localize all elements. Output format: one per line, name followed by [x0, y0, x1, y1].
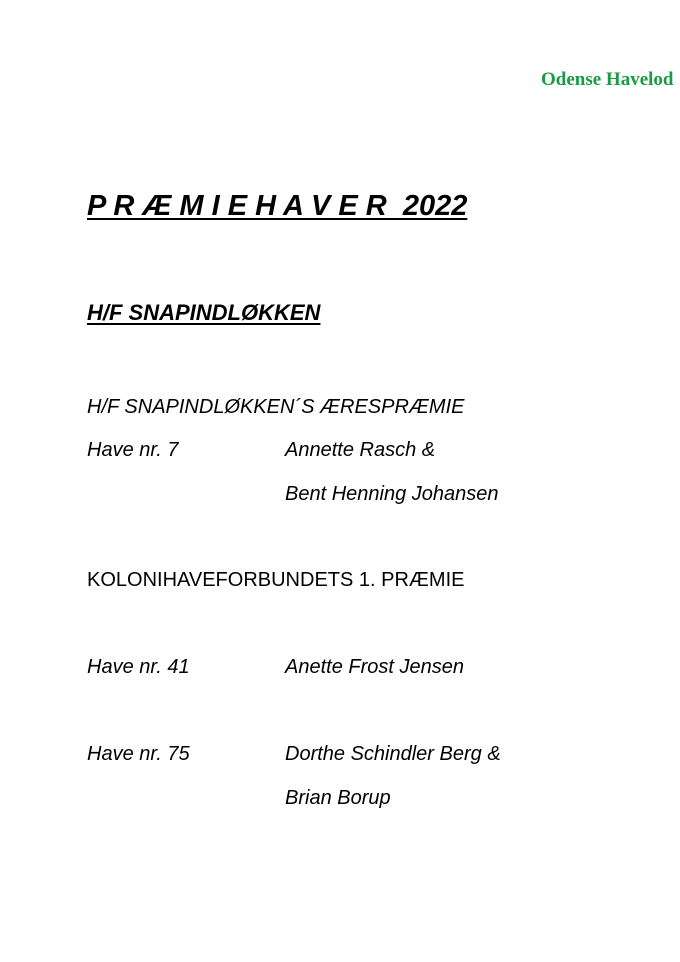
section-heading-first-prize: KOLONIHAVEFORBUNDETS 1. PRÆMIE	[87, 569, 465, 591]
winner-name-41: Anette Frost Jensen	[285, 656, 464, 678]
winner-name-75b: Brian Borup	[285, 787, 391, 809]
garden-number-41: Have nr. 41	[87, 656, 190, 678]
winner-name-75a: Dorthe Schindler Berg &	[285, 743, 501, 765]
winner-name-7a: Annette Rasch &	[285, 439, 436, 461]
section-heading-honor-prize: H/F SNAPINDLØKKEN´S ÆRESPRÆMIE	[87, 396, 465, 418]
page-title: P R Æ M I E H A V E R 2022	[87, 190, 468, 222]
garden-number-75: Have nr. 75	[87, 743, 190, 765]
club-subtitle: H/F SNAPINDLØKKEN	[87, 300, 321, 325]
organization-header: Odense Havelod	[541, 69, 674, 90]
garden-number-7: Have nr. 7	[87, 439, 179, 461]
winner-name-7b: Bent Henning Johansen	[285, 483, 499, 505]
